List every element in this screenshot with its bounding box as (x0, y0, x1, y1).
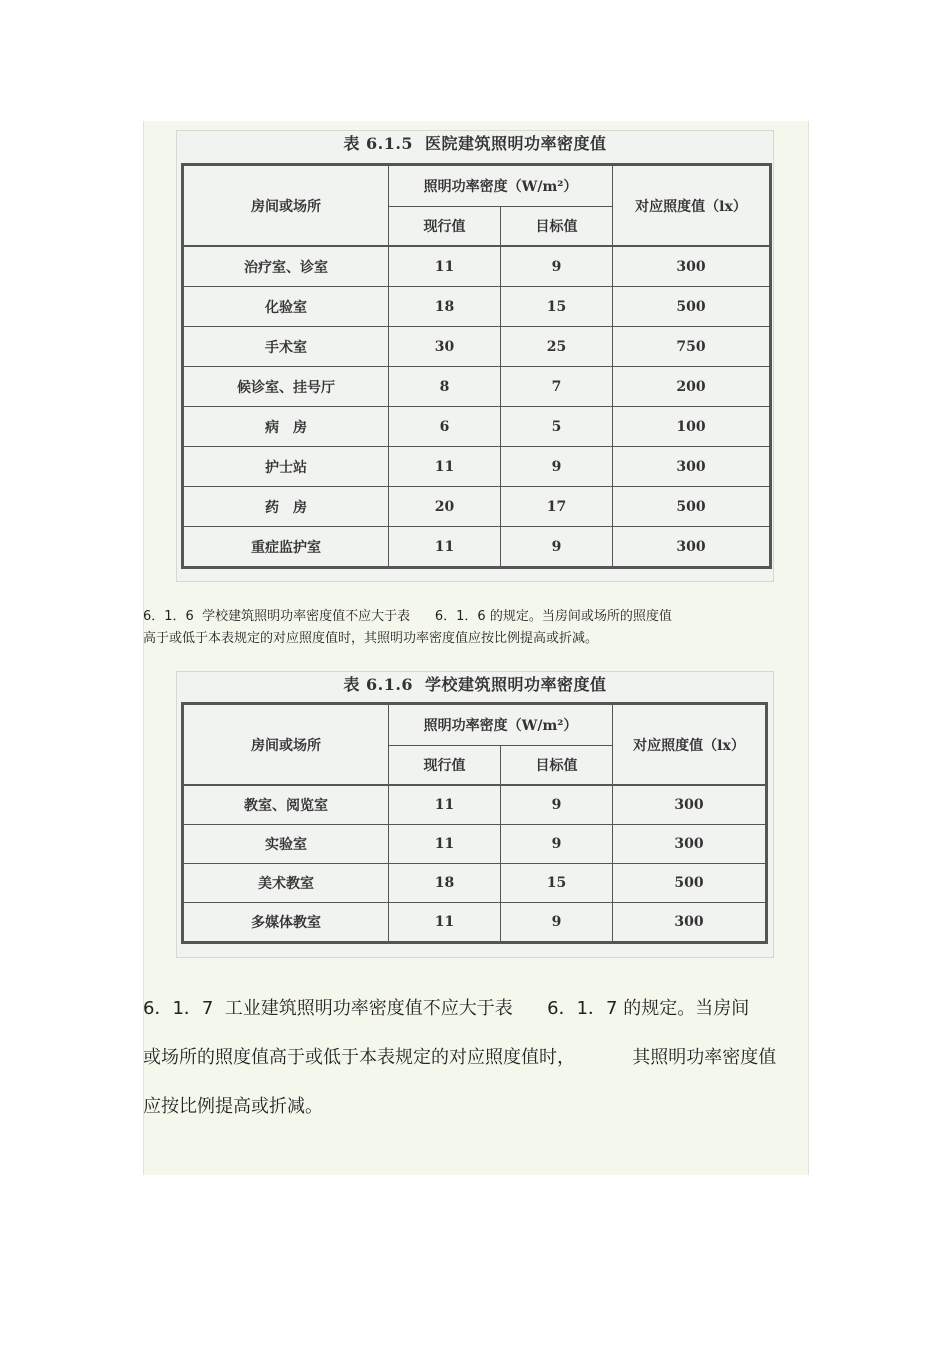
cell-room: 手术室 (183, 327, 389, 367)
cell-room: 美术教室 (183, 864, 389, 903)
paragraph-line: 6．1．6 学校建筑照明功率密度值不应大于表 6．1．6 的规定。当房间或场所的照度值 (143, 609, 672, 624)
cell-lux: 500 (613, 287, 771, 327)
cell-current: 30 (389, 327, 501, 367)
cell-room: 实验室 (183, 825, 389, 864)
table-row (183, 487, 771, 527)
cell-target: 9 (501, 903, 613, 943)
cell-target: 9 (501, 246, 613, 287)
cell-target: 9 (501, 447, 613, 487)
header-target: 目标值 (501, 207, 613, 247)
table-caption: 学校建筑照明功率密度值 (425, 675, 607, 694)
cell-lux: 200 (613, 367, 771, 407)
cell-lux: 300 (613, 785, 767, 825)
cell-room: 病 房 (183, 407, 389, 447)
paragraph-6-1-6 (143, 606, 803, 650)
cell-lux: 500 (613, 487, 771, 527)
table-row (183, 527, 771, 568)
table-row (183, 287, 771, 327)
cell-lux: 300 (613, 903, 767, 943)
cell-lux: 750 (613, 327, 771, 367)
paragraph-line: 6．1．7 工业建筑照明功率密度值不应大于表 6．1．7 的规定。当房间 (143, 998, 750, 1019)
lighting-density-table (181, 702, 768, 944)
cell-current: 11 (389, 246, 501, 287)
header-room: 房间或场所 (183, 165, 389, 247)
cell-lux: 300 (613, 246, 771, 287)
cell-lux: 100 (613, 407, 771, 447)
paragraph-line: 或场所的照度值高于或低于本表规定的对应照度值时， 其照明功率密度值 (143, 1047, 777, 1068)
cell-room: 化验室 (183, 287, 389, 327)
cell-target: 5 (501, 407, 613, 447)
cell-target: 9 (501, 825, 613, 864)
table-row (183, 407, 771, 447)
table-title (177, 131, 773, 161)
paragraph-line: 应按比例提高或折减。 (143, 1096, 323, 1117)
cell-target: 15 (501, 864, 613, 903)
cell-room: 教室、阅览室 (183, 785, 389, 825)
table-6-1-5 (176, 130, 774, 582)
header-illuminance: 对应照度值（lx） (613, 704, 767, 786)
cell-current: 11 (389, 903, 501, 943)
table-row (183, 903, 767, 943)
cell-target: 9 (501, 527, 613, 568)
table-number: 表 6.1.6 (343, 675, 414, 694)
cell-current: 11 (389, 527, 501, 568)
cell-current: 18 (389, 864, 501, 903)
cell-room: 治疗室、诊室 (183, 246, 389, 287)
table-row (183, 447, 771, 487)
header-illuminance: 对应照度值（lx） (613, 165, 771, 247)
table-6-1-6 (176, 671, 774, 958)
table-row (183, 864, 767, 903)
table-row (183, 246, 771, 287)
table-caption: 医院建筑照明功率密度值 (425, 134, 607, 153)
paragraph-6-1-7 (143, 984, 803, 1131)
cell-lux: 300 (613, 527, 771, 568)
cell-current: 11 (389, 785, 501, 825)
cell-room: 候诊室、挂号厅 (183, 367, 389, 407)
header-room: 房间或场所 (183, 704, 389, 786)
table-row (183, 785, 767, 825)
paragraph-line: 高于或低于本表规定的对应照度值时，其照明功率密度值应按比例提高或折减。 (143, 631, 599, 646)
cell-lux: 500 (613, 864, 767, 903)
table-row (183, 367, 771, 407)
cell-target: 15 (501, 287, 613, 327)
cell-current: 20 (389, 487, 501, 527)
table-row (183, 327, 771, 367)
table-number: 表 6.1.5 (343, 134, 414, 153)
cell-target: 25 (501, 327, 613, 367)
table-title (177, 672, 773, 702)
cell-target: 9 (501, 785, 613, 825)
cell-current: 8 (389, 367, 501, 407)
header-target: 目标值 (501, 746, 613, 786)
cell-current: 11 (389, 825, 501, 864)
cell-room: 多媒体教室 (183, 903, 389, 943)
table-row (183, 825, 767, 864)
cell-room: 护士站 (183, 447, 389, 487)
cell-lux: 300 (613, 447, 771, 487)
cell-room: 重症监护室 (183, 527, 389, 568)
lighting-density-table (181, 163, 772, 569)
header-current: 现行值 (389, 207, 501, 247)
cell-target: 17 (501, 487, 613, 527)
header-current: 现行值 (389, 746, 501, 786)
cell-lux: 300 (613, 825, 767, 864)
header-lpd: 照明功率密度（W/m²） (389, 704, 613, 746)
cell-target: 7 (501, 367, 613, 407)
cell-current: 6 (389, 407, 501, 447)
header-lpd: 照明功率密度（W/m²） (389, 165, 613, 207)
cell-current: 18 (389, 287, 501, 327)
cell-room: 药 房 (183, 487, 389, 527)
cell-current: 11 (389, 447, 501, 487)
